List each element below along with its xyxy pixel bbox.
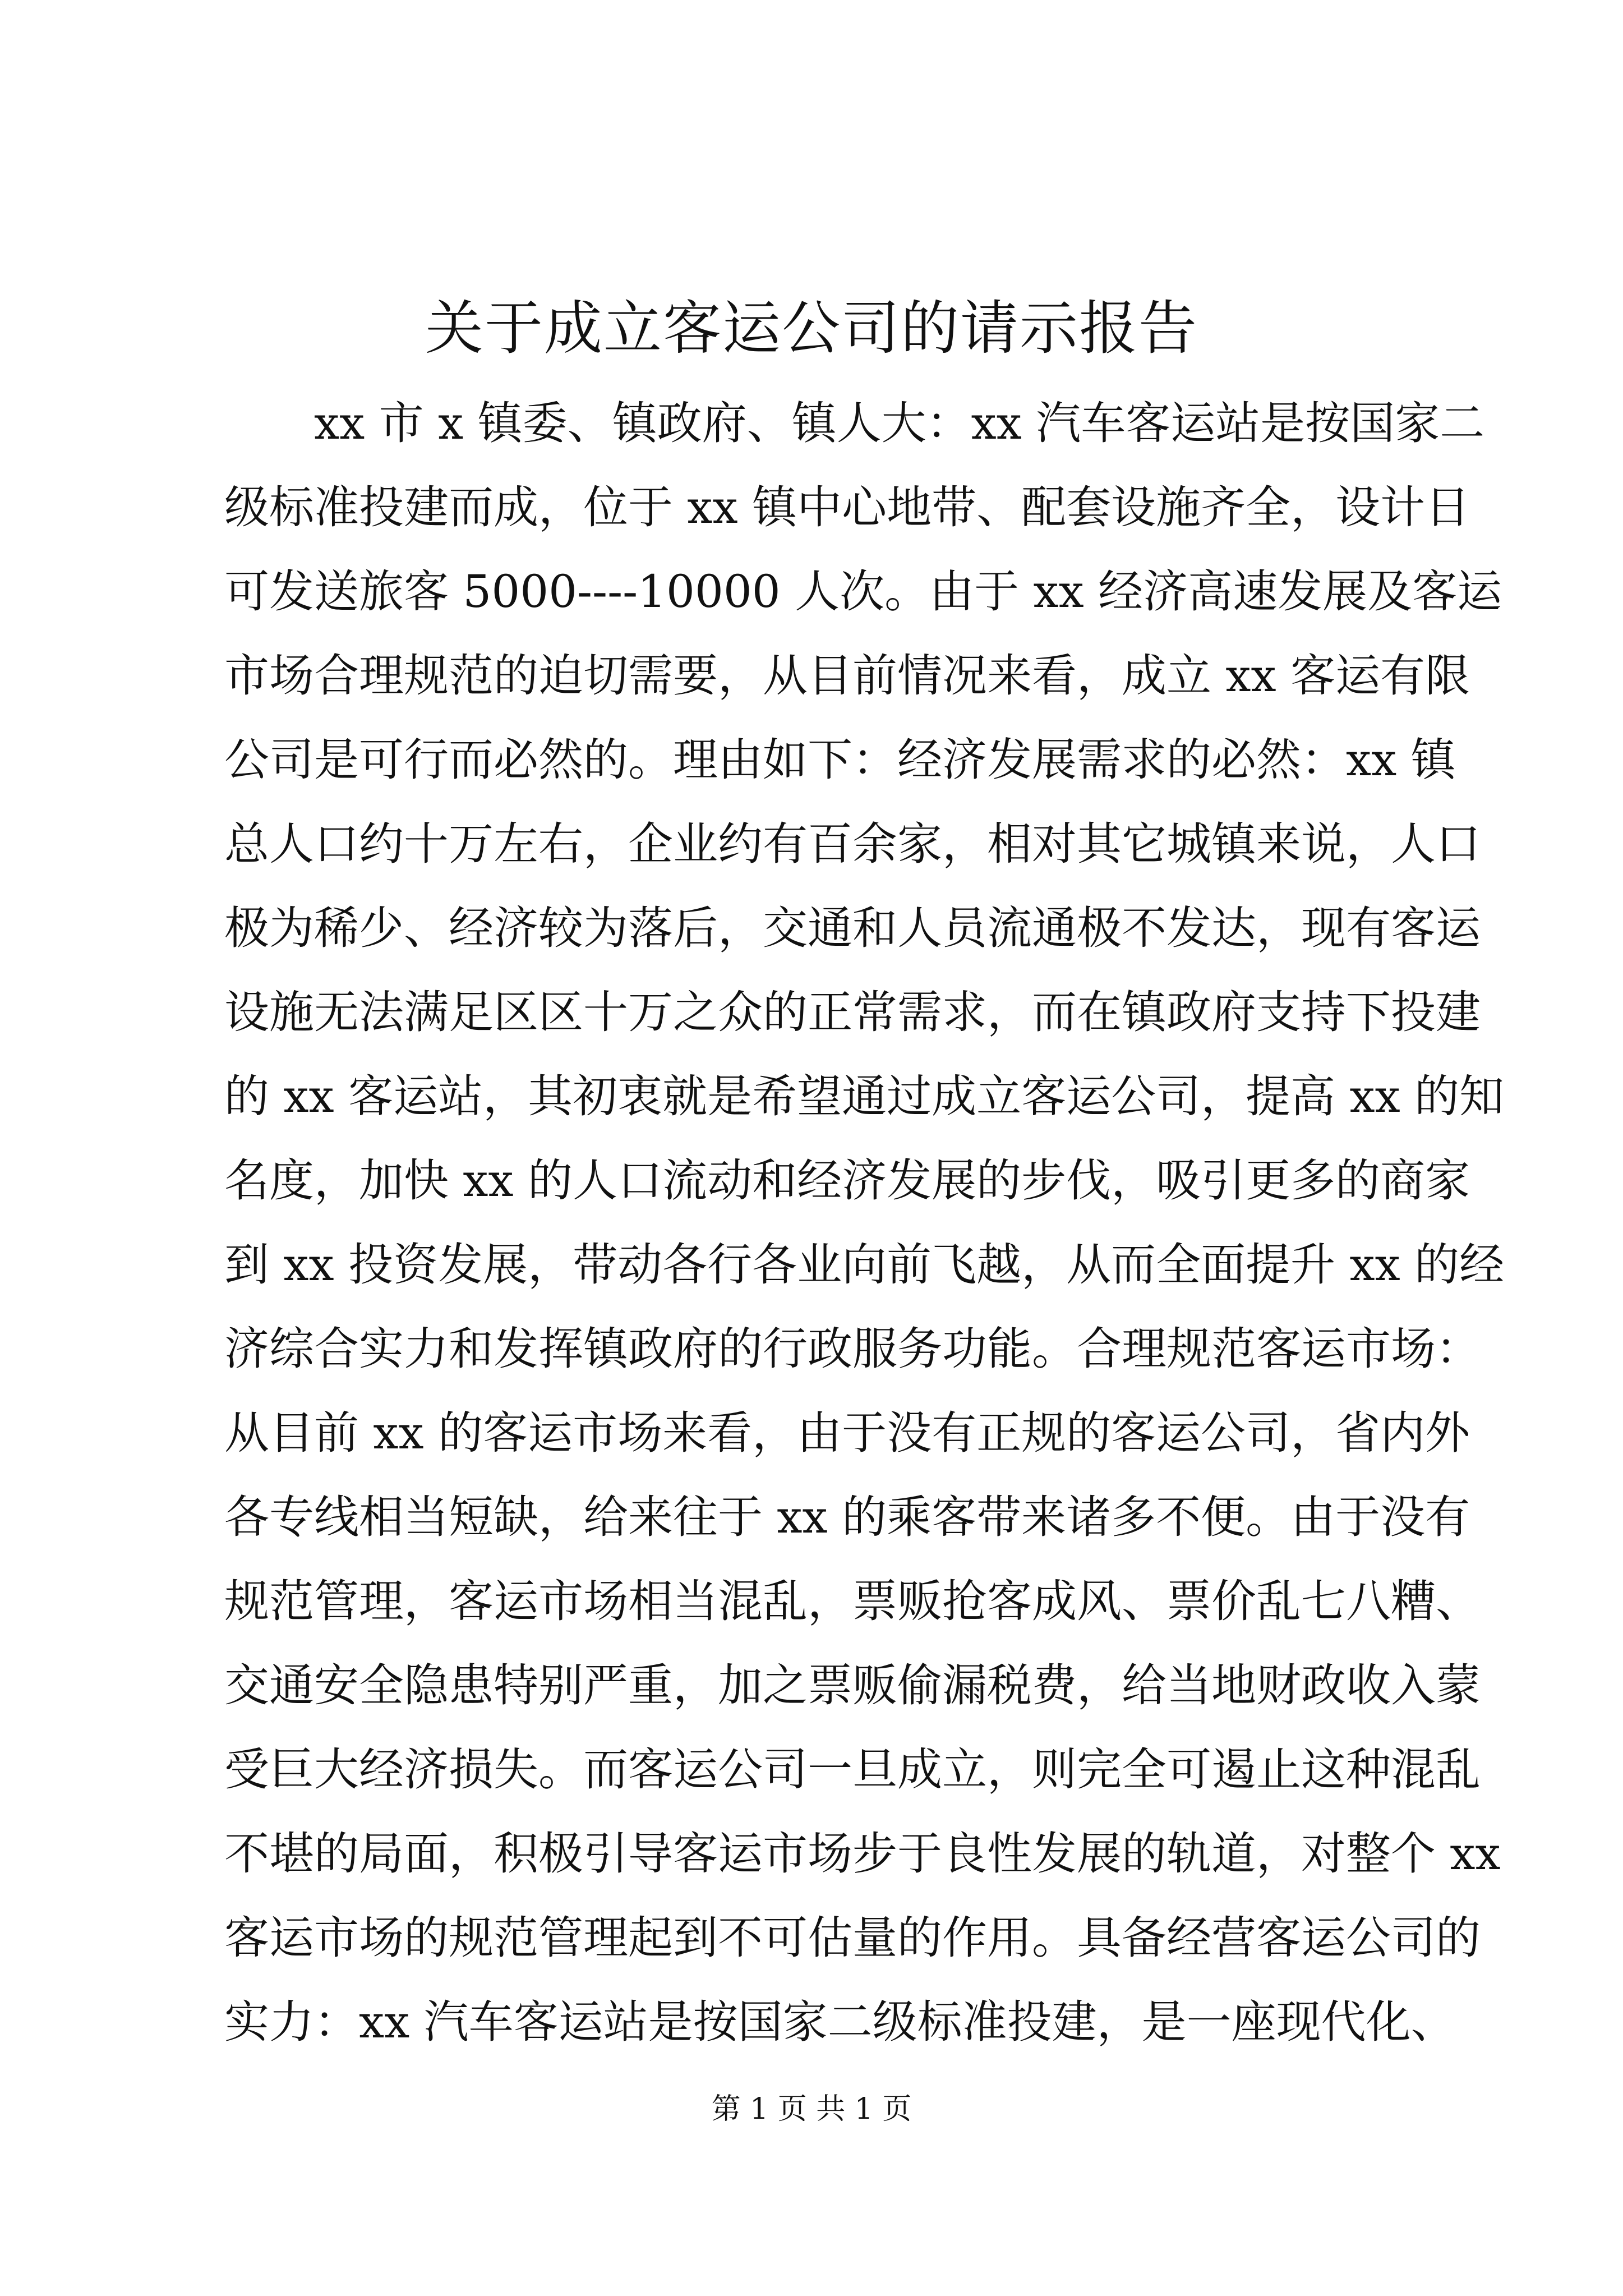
body-line: xx 市 x 镇委、镇政府、镇人大：xx 汽车客运站是按国家二 <box>314 397 1485 449</box>
body-line: 的 xx 客运站，其初衷就是希望通过成立客运公司，提高 xx 的知 <box>224 1070 1505 1122</box>
body-line: 到 xx 投资发展，带动各行各业向前飞越，从而全面提升 xx 的经 <box>224 1239 1505 1291</box>
body-line: 可发送旅客 5000----10000 人次。由于 xx 经济高速发展及客运 <box>224 565 1502 618</box>
document-body <box>224 381 1505 2064</box>
body-line: 不堪的局面，积极引导客运市场步于良性发展的轨道，对整个 xx <box>224 1828 1501 1880</box>
body-line: 级标准投建而成，位于 xx 镇中心地带、配套设施齐全，设计日 <box>224 481 1470 533</box>
body-line: 交通安全隐患特别严重，加之票贩偷漏税费，给当地财政收入蒙 <box>224 1659 1481 1711</box>
document-title: 关于成立客运公司的请示报告 <box>425 294 1198 362</box>
body-line: 规范管理，客运市场相当混乱，票贩抢客成风、票价乱七八糟、 <box>224 1575 1481 1627</box>
body-line: 客运市场的规范管理起到不可估量的作用。具备经营客运公司的 <box>224 1912 1481 1964</box>
body-line: 从目前 xx 的客运市场来看，由于没有正规的客运公司，省内外 <box>224 1407 1470 1459</box>
body-line: 设施无法满足区区十万之众的正常需求，而在镇政府支持下投建 <box>224 986 1481 1038</box>
body-line: 总人口约十万左右，企业约有百余家，相对其它城镇来说，人口 <box>224 818 1481 870</box>
body-line: 实力：xx 汽车客运站是按国家二级标准投建，是一座现代化、 <box>224 1996 1456 2048</box>
body-line: 名度，加快 xx 的人口流动和经济发展的步伐，吸引更多的商家 <box>224 1154 1470 1207</box>
body-line: 济综合实力和发挥镇政府的行政服务功能。合理规范客运市场： <box>224 1323 1481 1375</box>
body-line: 公司是可行而必然的。理由如下：经济发展需求的必然：xx 镇 <box>224 734 1456 786</box>
page-footer: 第 1 页 共 1 页 <box>711 2092 912 2126</box>
body-line: 极为稀少、经济较为落后，交通和人员流通极不发达，现有客运 <box>224 902 1481 954</box>
body-line: 受巨大经济损失。而客运公司一旦成立，则完全可遏止这种混乱 <box>224 1743 1481 1796</box>
body-line: 各专线相当短缺，给来往于 xx 的乘客带来诸多不便。由于没有 <box>224 1491 1470 1543</box>
body-line: 市场合理规范的迫切需要，从目前情况来看，成立 xx 客运有限 <box>224 650 1470 702</box>
